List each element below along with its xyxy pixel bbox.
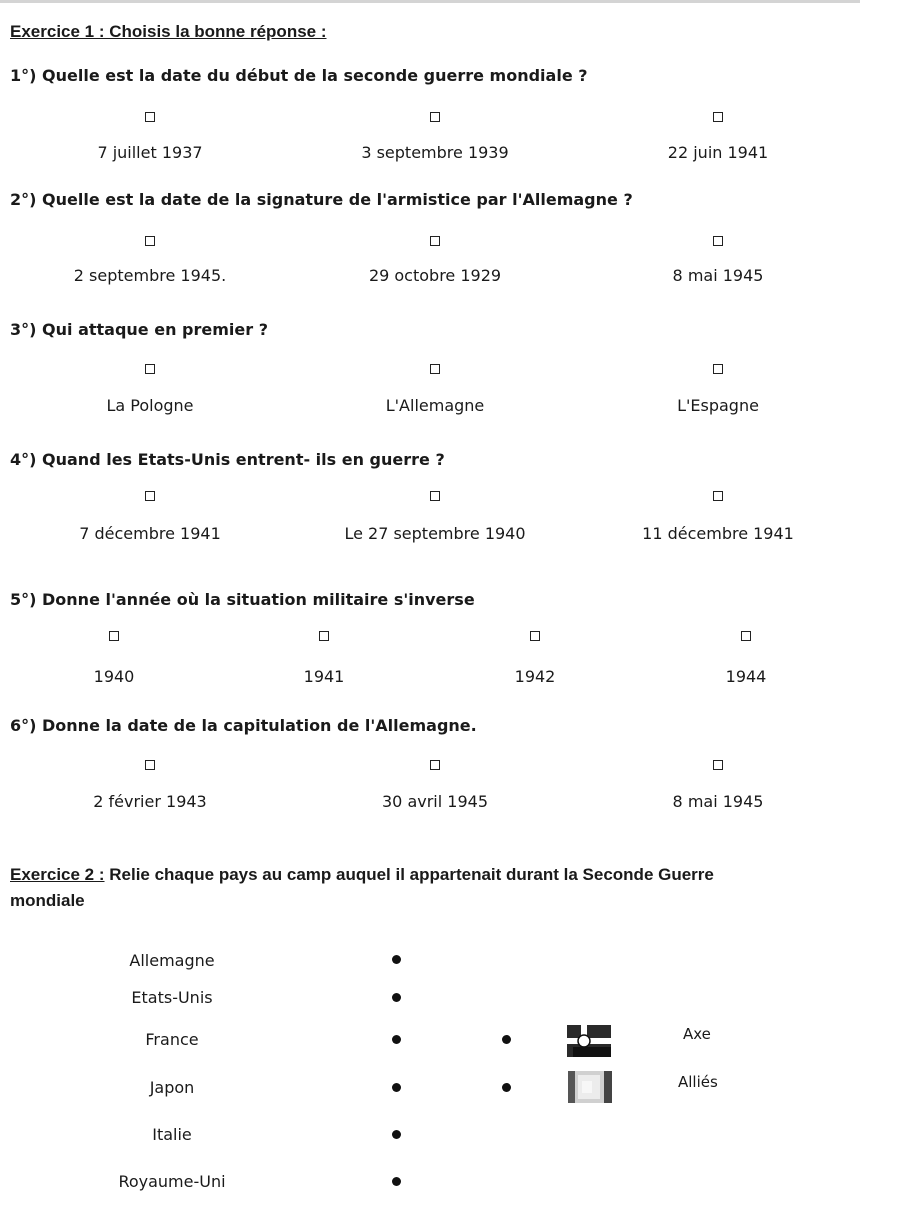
question-2: 2°) Quelle est la date de la signature de l'armistice par l'Allemagne ? bbox=[10, 190, 633, 209]
checkbox-q4-b[interactable] bbox=[430, 491, 440, 501]
checkbox-q6-c[interactable] bbox=[713, 760, 723, 770]
option-q1-a: 7 juillet 1937 bbox=[97, 143, 203, 162]
checkbox-q1-b[interactable] bbox=[430, 112, 440, 122]
question-1: 1°) Quelle est la date du début de la seconde guerre mondiale ? bbox=[10, 66, 588, 85]
option-q4-b: Le 27 septembre 1940 bbox=[344, 524, 526, 543]
camp-dot[interactable] bbox=[502, 1035, 511, 1044]
country-italie: Italie bbox=[152, 1125, 192, 1144]
checkbox-q1-a[interactable] bbox=[145, 112, 155, 122]
checkbox-q5-c[interactable] bbox=[530, 631, 540, 641]
checkbox-q5-d[interactable] bbox=[741, 631, 751, 641]
option-q1-b: 3 septembre 1939 bbox=[361, 143, 509, 162]
camp-axe-label: Axe bbox=[683, 1025, 711, 1043]
option-q2-b: 29 octobre 1929 bbox=[368, 266, 502, 285]
option-q2-c: 8 mai 1945 bbox=[672, 266, 764, 285]
option-q3-a: La Pologne bbox=[106, 396, 194, 415]
country-dot[interactable] bbox=[392, 1083, 401, 1092]
question-5: 5°) Donne l'année où la situation militaire s'inverse bbox=[10, 590, 475, 609]
axe-flag-image bbox=[567, 1025, 611, 1057]
question-3: 3°) Qui attaque en premier ? bbox=[10, 320, 268, 339]
option-q5-d: 1944 bbox=[725, 667, 767, 686]
country-royaume-uni: Royaume-Uni bbox=[118, 1172, 226, 1191]
top-rule bbox=[0, 0, 860, 3]
checkbox-q3-b[interactable] bbox=[430, 364, 440, 374]
option-q3-c: L'Espagne bbox=[677, 396, 759, 415]
option-q2-a: 2 septembre 1945. bbox=[73, 266, 227, 285]
country-japon: Japon bbox=[149, 1078, 195, 1097]
country-france: France bbox=[145, 1030, 199, 1049]
checkbox-q4-a[interactable] bbox=[145, 491, 155, 501]
checkbox-q1-c[interactable] bbox=[713, 112, 723, 122]
country-dot[interactable] bbox=[392, 1035, 401, 1044]
exercise-1-title: Exercice 1 : Choisis la bonne réponse : bbox=[10, 22, 327, 41]
option-q5-a: 1940 bbox=[93, 667, 135, 686]
option-q5-c: 1942 bbox=[514, 667, 556, 686]
checkbox-q2-a[interactable] bbox=[145, 236, 155, 246]
checkbox-q4-c[interactable] bbox=[713, 491, 723, 501]
checkbox-q3-a[interactable] bbox=[145, 364, 155, 374]
question-4: 4°) Quand les Etats-Unis entrent- ils en guerre ? bbox=[10, 450, 445, 469]
country-dot[interactable] bbox=[392, 993, 401, 1002]
checkbox-q6-a[interactable] bbox=[145, 760, 155, 770]
checkbox-q2-c[interactable] bbox=[713, 236, 723, 246]
checkbox-q2-b[interactable] bbox=[430, 236, 440, 246]
option-q4-c: 11 décembre 1941 bbox=[642, 524, 794, 543]
country-allemagne: Allemagne bbox=[129, 951, 215, 970]
option-q4-a: 7 décembre 1941 bbox=[79, 524, 221, 543]
country-dot[interactable] bbox=[392, 1177, 401, 1186]
checkbox-q6-b[interactable] bbox=[430, 760, 440, 770]
checkbox-q5-a[interactable] bbox=[109, 631, 119, 641]
camp-dot[interactable] bbox=[502, 1083, 511, 1092]
allies-flag-image bbox=[568, 1071, 612, 1103]
question-6: 6°) Donne la date de la capitulation de l'Allemagne. bbox=[10, 716, 477, 735]
option-q6-c: 8 mai 1945 bbox=[672, 792, 764, 811]
exercise-2-title: Exercice 2 : Relie chaque pays au camp auquel il appartenait durant la Seconde Guerre mondiale bbox=[10, 865, 714, 910]
option-q5-b: 1941 bbox=[303, 667, 345, 686]
checkbox-q5-b[interactable] bbox=[319, 631, 329, 641]
camp-allies-label: Alliés bbox=[678, 1073, 718, 1091]
country-dot[interactable] bbox=[392, 1130, 401, 1139]
option-q1-c: 22 juin 1941 bbox=[667, 143, 769, 162]
country-dot[interactable] bbox=[392, 955, 401, 964]
checkbox-q3-c[interactable] bbox=[713, 364, 723, 374]
option-q6-a: 2 février 1943 bbox=[93, 792, 207, 811]
option-q3-b: L'Allemagne bbox=[385, 396, 485, 415]
option-q6-b: 30 avril 1945 bbox=[382, 792, 488, 811]
country-etats-unis: Etats-Unis bbox=[131, 988, 213, 1007]
